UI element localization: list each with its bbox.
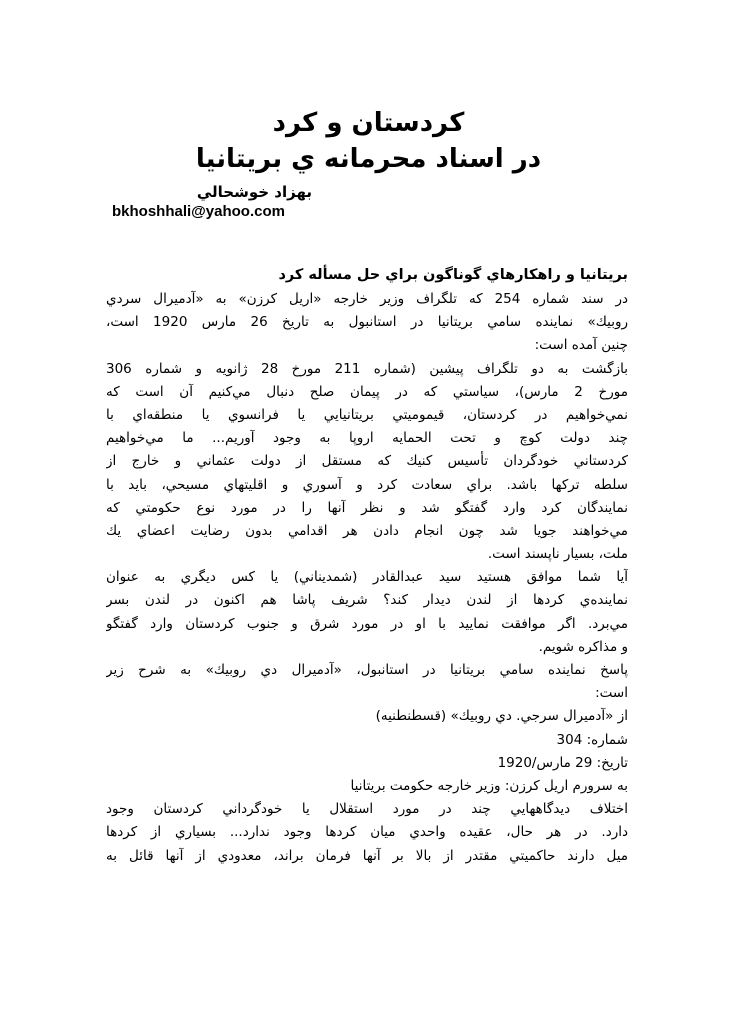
body-line: در سند شماره 254 که تلگراف وزير خارجه «اريل کرزن» به «آدميرال سردي bbox=[106, 291, 628, 307]
letter-header-from: از «آدميرال سرجي. دي روبيك» (قسطنطنيه) bbox=[375, 708, 628, 725]
body-line: مي‌برد. اگر موافقت نماييد با او در مورد شرق و جنوب کردستان وارد گفتگو bbox=[106, 615, 628, 632]
body-line: نمايندگان کرد وارد گفتگو شد و نظر آنها را در مورد نوع حکومتي که bbox=[106, 499, 628, 516]
document-body bbox=[106, 262, 628, 868]
body-line: چند دولت کوچ و تحت الحمايه اروپا به وجود آوريم... ما مي‌خواهيم bbox=[106, 430, 628, 447]
body-line: اختلاف ديدگاههايي چند در مورد استقلال يا خودگرداني کردستان وجود bbox=[106, 801, 628, 818]
body-line: روبيك» نماينده سامي بريتانيا در استانبول به تاريخ 26 مارس 1920 است، bbox=[106, 314, 628, 331]
body-line: و مذاکره شويم. bbox=[538, 638, 628, 655]
author-name: بهزاد خوشحالي bbox=[196, 183, 312, 201]
body-line: ميل دارند حاکميتي مقتدر از بالا بر آنها فرمان براند، معدودي از آنها قائل به bbox=[106, 847, 628, 864]
body-line: آيا شما موافق هستيد سيد عبدالقادر (شمدیناني) يا کس ديگري به عنوان bbox=[106, 569, 628, 586]
body-line: است: bbox=[595, 685, 628, 702]
letter-header-recipient: به سرورم اريل کرزن: وزير خارجه حکومت بريتانيا bbox=[350, 777, 628, 794]
body-line: پاسخ نماينده سامي بريتانيا در استانبول، «آدميرال دي روبيك» به شرح زير bbox=[106, 662, 628, 678]
body-line: کردستاني خودگردان تأسيس کنيك که مستقل از دولت عثماني و خارج از bbox=[106, 453, 628, 470]
body-line: نماينده‌ي کردها از لندن ديدار کند؟ شريف پاشا هم اکنون در لندن بسر bbox=[106, 592, 628, 609]
body-line: مورخ 2 مارس)، سياستي که در پيمان صلح دنبال مي‌کنيم آن است که bbox=[106, 383, 628, 400]
section-heading: بريتانيا و راهکارهاي گوناگون براي حل مسأله کرد bbox=[278, 267, 628, 283]
body-line: ملت، بسيار ناپسند است. bbox=[487, 546, 628, 563]
body-line: چنين آمده است: bbox=[534, 337, 628, 354]
letter-header-number: شماره: 304 bbox=[556, 731, 628, 748]
body-line: نمي‌خواهيم در کردستان، قيموميتي بريتانيايي يا فرانسوي يا منطقه‌اي با bbox=[106, 406, 628, 423]
body-line: دارد. در هر حال، عقيده واحدي ميان کردها وجود ندارد... بسياري از کردها bbox=[106, 824, 628, 841]
letter-header-date: تاريخ: 29 مارس/1920 bbox=[497, 754, 628, 771]
body-line: سلطه ترکها باشد. براي سعادت کرد و آسوري و اقليتهاي مسيحي، بايد با bbox=[106, 476, 628, 493]
document-title-line-2: در اسناد محرمانه ي بريتانيا bbox=[195, 144, 542, 174]
document-title-line-1: کردستان و کرد bbox=[272, 108, 465, 138]
body-line: بازگشت به دو تلگراف پيشين (شماره 211 مورخ 28 ژانويه و شماره 306 bbox=[106, 360, 628, 377]
body-line: مي‌خواهند جويا شد چون انجام دادن هر اقدامي بدون رضايت اعضاي يك bbox=[106, 522, 628, 539]
author-email: bkhoshhali@yahoo.com bbox=[112, 203, 285, 220]
